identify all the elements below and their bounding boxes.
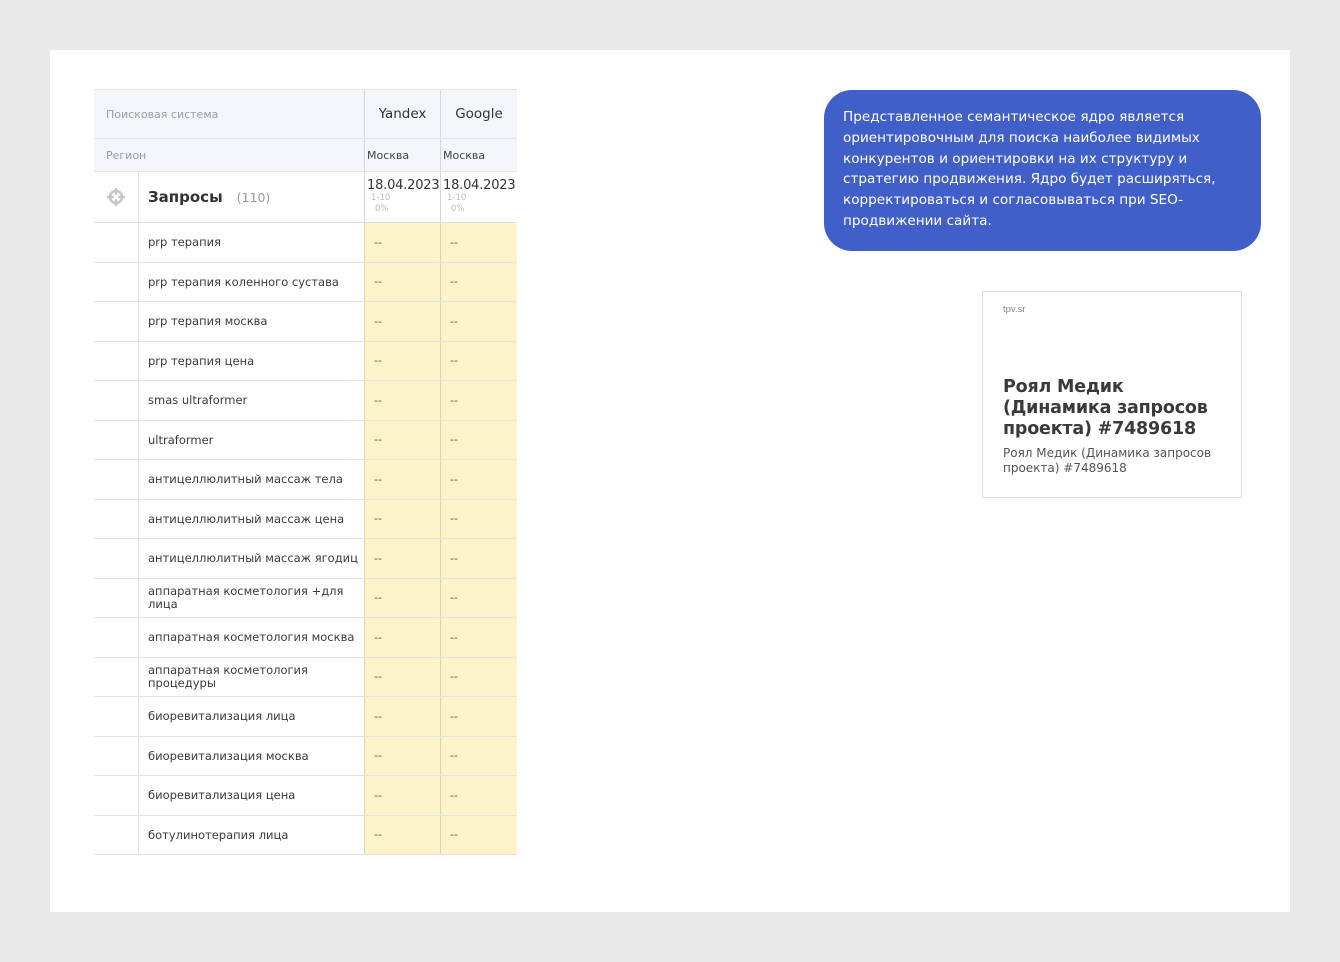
yandex-position-cell: -- [364, 697, 440, 736]
query-cell: антицеллюлитный массаж цена [148, 511, 345, 526]
yandex-position-cell: -- [364, 658, 440, 697]
yandex-position-cell: -- [364, 579, 440, 618]
engine-yandex[interactable]: Yandex [364, 90, 440, 138]
google-position-cell: -- [440, 381, 517, 420]
range-yandex: 1-10 [371, 193, 391, 203]
query-cell: биоревитализация цена [148, 788, 296, 802]
table-row[interactable] [94, 776, 517, 816]
query-cell: биоревитализация лица [148, 709, 296, 723]
query-cell: prp терапия [148, 235, 222, 249]
table-row[interactable] [94, 223, 517, 263]
query-cell: антицеллюлитный массаж ягодиц [148, 551, 358, 565]
query-cell: ботулинотерапия лица [148, 827, 289, 842]
google-position-cell: -- [440, 816, 517, 855]
row-select-cell[interactable] [94, 302, 139, 341]
google-position-cell: -- [440, 342, 517, 381]
google-position-cell: -- [440, 776, 517, 815]
row-select-cell[interactable] [94, 342, 139, 381]
row-select-cell[interactable] [94, 618, 139, 657]
table-row[interactable] [94, 737, 517, 777]
row-select-cell[interactable] [94, 658, 139, 697]
table-row[interactable] [94, 421, 517, 461]
yandex-position-cell: -- [364, 460, 440, 499]
card-description: Роял Медик (Динамика запросов проекта) #7489618 [1003, 446, 1212, 475]
google-position-cell: -- [440, 500, 517, 539]
row-select-cell[interactable] [94, 421, 139, 460]
google-position-cell: -- [440, 263, 517, 302]
row-select-cell[interactable] [94, 223, 139, 262]
query-cell: prp терапия москва [148, 314, 268, 328]
query-cell: биоревитализация москва [148, 748, 309, 763]
header-row-queries [94, 171, 517, 223]
header-row-search-engine [94, 89, 517, 138]
link-preview-card[interactable] [982, 291, 1242, 498]
search-engine-label: Поисковая система [106, 107, 219, 121]
query-cell: аппаратная косметология москва [148, 630, 355, 644]
crosshair-icon[interactable] [94, 172, 139, 222]
google-position-cell: -- [440, 618, 517, 657]
google-position-cell: -- [440, 579, 517, 618]
table-row[interactable] [94, 579, 517, 619]
callout-text: Представленное семантическое ядро является ориентировочным для поиска наиболее видимых конкурентов и ориентировки на их структуру и стратегию продвижения. Ядро будет расширяться, корректироваться и согласовываться при SEO-продвижении сайта. [843, 109, 1216, 229]
query-cell: prp терапия коленного сустава [148, 274, 339, 289]
table-row[interactable] [94, 697, 517, 737]
yandex-position-cell: -- [364, 381, 440, 420]
yandex-position-cell: -- [364, 816, 440, 855]
google-position-cell: -- [440, 697, 517, 736]
range-google: 1-10 [447, 193, 467, 203]
google-position-cell: -- [440, 658, 517, 697]
row-select-cell[interactable] [94, 776, 139, 815]
query-cell: smas ultraformer [148, 393, 248, 407]
query-cell: антицеллюлитный массаж тела [148, 472, 343, 486]
yandex-position-cell: -- [364, 421, 440, 460]
google-position-cell: -- [440, 421, 517, 460]
table-row[interactable] [94, 381, 517, 421]
table-row[interactable] [94, 500, 517, 540]
region-google: Москва [440, 139, 517, 171]
queries-header [139, 172, 364, 222]
date-google: 18.04.2023 [443, 178, 516, 193]
row-select-cell[interactable] [94, 816, 139, 855]
query-cell: prp терапия цена [148, 353, 255, 368]
row-select-cell[interactable] [94, 500, 139, 539]
query-cell: ultraformer [148, 432, 214, 447]
percent-yandex: 0% [375, 204, 389, 214]
row-select-cell[interactable] [94, 737, 139, 776]
yandex-position-cell: -- [364, 263, 440, 302]
table-row[interactable] [94, 302, 517, 342]
row-select-cell[interactable] [94, 381, 139, 420]
region-yandex: Москва [364, 139, 440, 171]
table-row[interactable] [94, 539, 517, 579]
card-domain: tpv.sr [1003, 304, 1026, 315]
google-position-cell: -- [440, 539, 517, 578]
card-title[interactable]: Роял Медик (Динамика запросов проекта) #7489618 [1003, 377, 1208, 439]
date-yandex-cell [364, 172, 440, 222]
yandex-position-cell: -- [364, 500, 440, 539]
region-label: Регион [106, 148, 147, 162]
table-row[interactable] [94, 263, 517, 303]
row-select-cell[interactable] [94, 263, 139, 302]
date-google-cell [440, 172, 517, 222]
table-row[interactable] [94, 618, 517, 658]
percent-google: 0% [451, 204, 465, 214]
google-position-cell: -- [440, 460, 517, 499]
row-select-cell[interactable] [94, 460, 139, 499]
table-body [94, 223, 517, 855]
google-position-cell: -- [440, 302, 517, 341]
google-position-cell: -- [440, 223, 517, 262]
queries-count: (110) [236, 189, 271, 205]
yandex-position-cell: -- [364, 223, 440, 262]
table-row[interactable] [94, 460, 517, 500]
yandex-position-cell: -- [364, 539, 440, 578]
page [50, 50, 1290, 912]
table-row[interactable] [94, 816, 517, 856]
yandex-position-cell: -- [364, 737, 440, 776]
header-row-region [94, 138, 517, 171]
engine-google[interactable]: Google [440, 90, 517, 138]
yandex-position-cell: -- [364, 776, 440, 815]
table-row[interactable] [94, 658, 517, 698]
yandex-position-cell: -- [364, 618, 440, 657]
row-select-cell[interactable] [94, 579, 139, 618]
yandex-position-cell: -- [364, 342, 440, 381]
table-row[interactable] [94, 342, 517, 382]
queries-title: Запросы [148, 188, 223, 206]
queries-table [94, 89, 517, 855]
yandex-position-cell: -- [364, 302, 440, 341]
google-position-cell: -- [440, 737, 517, 776]
date-yandex: 18.04.2023 [367, 178, 440, 193]
query-cell: аппаратная косметология +для лица [148, 584, 344, 611]
query-cell: аппаратная косметология процедуры [148, 663, 308, 690]
row-select-cell[interactable] [94, 539, 139, 578]
row-select-cell[interactable] [94, 697, 139, 736]
info-callout [824, 90, 1261, 251]
